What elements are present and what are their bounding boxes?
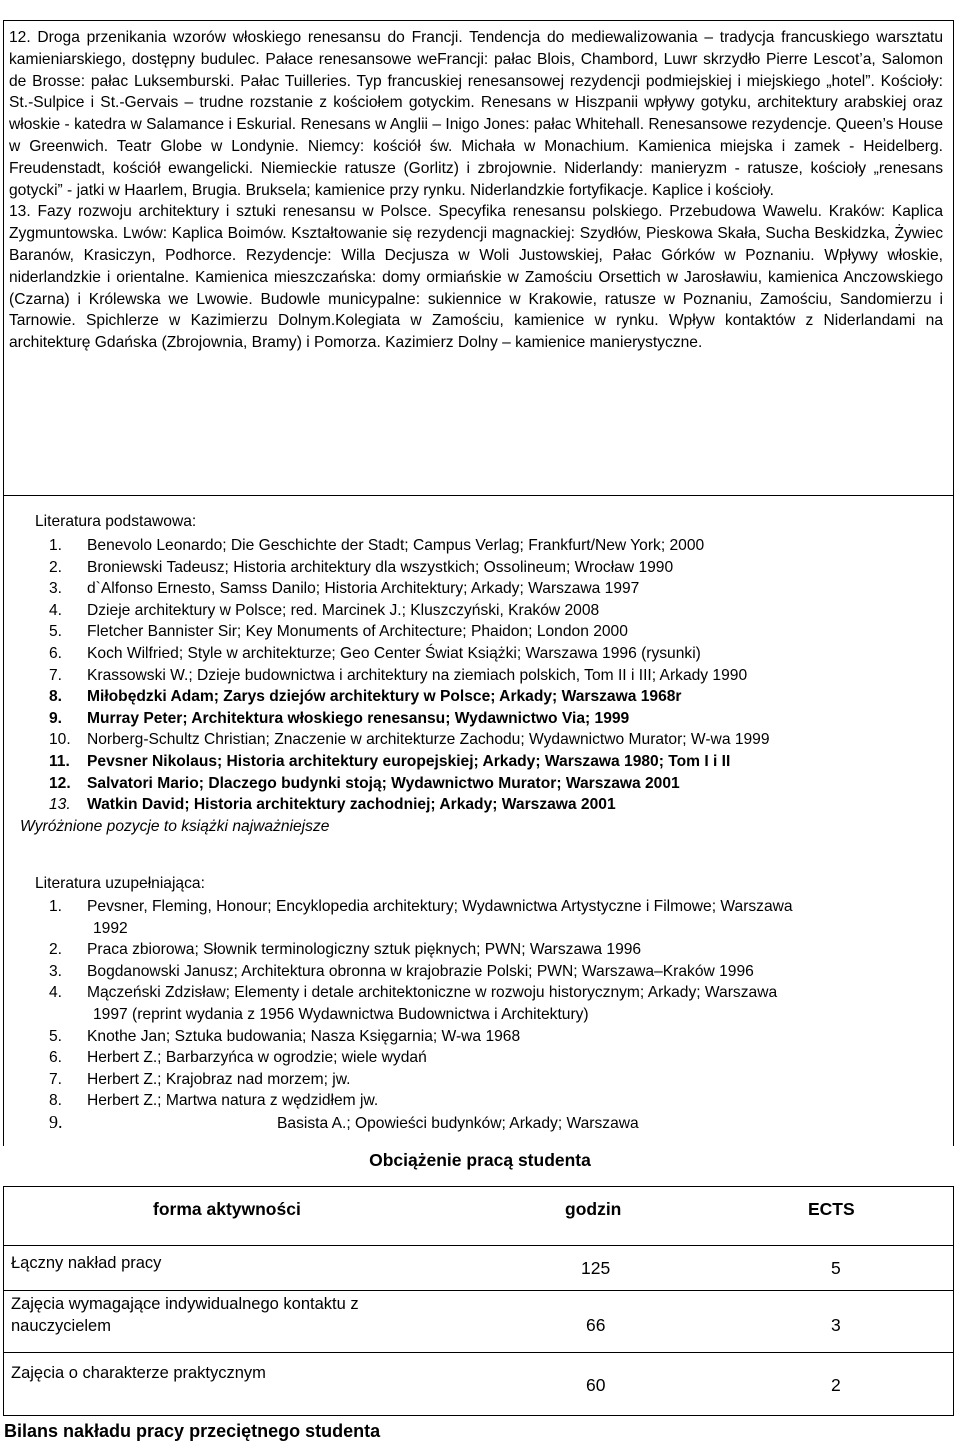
list-item-text: Miłobędzki Adam; Zarys dziejów architektury w Polsce; Arkady; Warszawa 1968r — [87, 688, 682, 706]
list-item — [0, 961, 950, 983]
list-item-text: d`Alfonso Ernesto, Samss Danilo; Historia Architektury; Arkady; Warszawa 1997 — [87, 580, 640, 598]
table-line — [3, 1245, 954, 1246]
row-hours: 125 — [581, 1258, 611, 1278]
list-item-number: 1. — [49, 898, 63, 915]
table-line — [3, 1290, 954, 1291]
list-item-text: Pevsner Nikolaus; Historia architektury europejskiej; Arkady; Warszawa 1980; Tom I i II — [87, 752, 731, 770]
row-label-cont: nauczycielem — [11, 1317, 111, 1335]
list-item-text: Watkin David; Historia architektury zachodniej; Arkady; Warszawa 2001 — [87, 796, 616, 814]
list-item-number: 11. — [49, 752, 70, 770]
table-line — [3, 1186, 954, 1187]
list-item-number: 2. — [49, 941, 63, 959]
list-item-number: 13. — [49, 796, 71, 814]
list-item-text: Herbert Z.; Barbarzyńca w ogrodzie; wiele wydań — [87, 1049, 427, 1067]
list-item — [0, 708, 940, 730]
list-item-text: Murray Peter; Architektura włoskiego renesansu; Wydawnictwo Via; 1999 — [87, 709, 630, 727]
list-item-text: Broniewski Tadeusz; Historia architektury dla wszystkich; Ossolineum; Wrocław 1990 — [87, 558, 674, 576]
list-item-number: 6. — [49, 644, 63, 662]
list-item-number: 5. — [49, 623, 63, 641]
lit-basic-note: Wyróżnione pozycje to książki najważniejsze — [20, 818, 330, 835]
workload-title: Obciążenie pracą studenta — [369, 1150, 591, 1170]
list-item-number: 12. — [49, 774, 71, 792]
list-item — [0, 1090, 950, 1112]
col-header-activity: forma aktywności — [153, 1199, 301, 1219]
list-item-text: Herbert Z.; Martwa natura z wędzidłem jw. — [87, 1092, 379, 1110]
list-item — [0, 794, 940, 816]
list-item — [0, 578, 940, 600]
list-item-number: 6. — [49, 1049, 63, 1067]
list-item — [0, 939, 950, 961]
list-item-number: 7. — [49, 666, 63, 684]
list-item-number: 8. — [49, 1092, 63, 1110]
list-item — [0, 1069, 950, 1091]
list-item-text: Norberg-Schultz Christian; Znaczenie w architekturze Zachodu; Wydawnictwo Murator; W-wa 1999 — [87, 731, 770, 749]
list-item-number: 3. — [49, 962, 63, 980]
row-label: Zajęcia o charakterze praktycznym — [11, 1364, 266, 1382]
list-item-number: 4. — [49, 601, 63, 619]
list-item-number: 7. — [49, 1070, 63, 1088]
list-item-text: Koch Wilfried; Style w architekturze; Geo Center Świat Książki; Warszawa 1996 (rysunki) — [87, 644, 701, 662]
list-item — [0, 686, 940, 708]
list-item — [0, 982, 950, 1025]
list-item — [0, 1026, 950, 1048]
row-label: Łączny nakład pracy — [11, 1254, 162, 1272]
list-item — [0, 773, 940, 795]
col-header-ects: ECTS — [808, 1199, 855, 1219]
list-item-text: Praca zbiorowa; Słownik terminologiczny sztuk pięknych; PWN; Warszawa 1996 — [87, 941, 642, 959]
list-item — [0, 1047, 950, 1069]
list-item-text: Dzieje architektury w Polsce; red. Marcinek J.; Kluszczyński, Kraków 2008 — [87, 601, 600, 619]
list-item-number: 3. — [49, 580, 63, 598]
row-ects: 5 — [831, 1258, 841, 1278]
list-item-text: Knothe Jan; Sztuka budowania; Nasza Księgarnia; W-wa 1968 — [87, 1027, 521, 1045]
list-item-number: 5. — [49, 1027, 63, 1045]
lit-basic-title: Literatura podstawowa: — [35, 513, 197, 530]
list-item — [0, 600, 940, 622]
list-item — [0, 665, 940, 687]
list-item-text: Basista A.; Opowieści budynków; Arkady; Warszawa — [277, 1114, 639, 1132]
list-item-number: 2. — [49, 558, 63, 576]
topic-13: 13. Fazy rozwoju architektury i sztuki renesansu w Polsce. Specyfika renesansu polskiego. Przebudowa Wawelu. Kraków: Kaplica Zygmuntowska. Lwów: Kaplica Boimów. Kształtowanie się rezydencji magnackiej: Szydłów, Pieskowa Skała, Sucha Beskidzka, Żywiec Baranów, Krasiczyn, Podhorce. Rezydencje: Willa Decjusza w Woli Justowskiej, Pałac Górków w Poznaniu. Wpływy włoskie, niderlandzkie i orientalne. Kamienica mieszczańska: domy ormiańskie w Zamościu Orsettich w Jarosławiu, kamienica Anczowskiego (Czarna) i Królewska we Lwowie. Budowle municypalne: sukiennice w Krakowie, ratusze w Poznaniu, Zamościu, Sandomierzu i Tarnowie. Spichlerze w Kazimierzu Dolnym.Kolegiata w Zamościu, kamienice w rynku. Wpływ kontaktów z Niderlandami na architekturę Gdańska (Zbrojownia, Bramy) i Pomorza. Kazimierz Dolny – kamienice manierystyczne. — [9, 203, 943, 352]
list-item — [0, 751, 940, 773]
table-line — [3, 1352, 954, 1353]
list-item — [0, 896, 950, 939]
table-line — [3, 1415, 954, 1416]
list-item-text: Bogdanowski Janusz; Architektura obronna w krajobrazie Polski; PWN; Warszawa–Kraków 1996 — [87, 962, 754, 980]
row-ects: 2 — [831, 1375, 841, 1395]
row-hours: 66 — [586, 1315, 606, 1335]
row-ects: 3 — [831, 1315, 841, 1335]
row-label: Zajęcia wymagające indywidualnego kontaktu z — [11, 1295, 359, 1313]
list-item-text: Herbert Z.; Krajobraz nad morzem; jw. — [87, 1070, 351, 1088]
list-item — [0, 557, 940, 579]
list-item — [0, 621, 940, 643]
list-item-text: Salvatori Mario; Dlaczego budynki stoją; Wydawnictwo Murator; Warszawa 2001 — [87, 774, 680, 792]
list-item-number: 9. — [49, 709, 63, 727]
list-item-number: 8. — [49, 688, 63, 706]
list-item-number: 4. — [49, 984, 63, 1002]
list-item — [0, 1112, 950, 1135]
list-item-text: Benevolo Leonardo; Die Geschichte der Stadt; Campus Verlag; Frankfurt/New York; 2000 — [87, 537, 705, 554]
list-item — [0, 643, 940, 665]
list-item-text: Mączeński Zdzisław; Elementy i detale architektoniczne w rozwoju historycznym; Arkady; Warszawa — [87, 984, 778, 1002]
topics-text — [9, 27, 943, 354]
list-item-number: 10. — [49, 731, 71, 749]
list-item-text: Fletcher Bannister Sir; Key Monuments of Architecture; Phaidon; London 2000 — [87, 623, 628, 641]
list-item-text: Krassowski W.; Dzieje budownictwa i architektury na ziemiach polskich, Tom II i III; Arkady 1990 — [87, 666, 748, 684]
lit-extra-title: Literatura uzupełniająca: — [35, 875, 205, 892]
topic-12: 12. Droga przenikania wzorów włoskiego renesansu do Francji. Tendencja do mediewalizowania – tradycja francuskiego warsztatu kamieniarskiego, dostępny budulec. Pałace renesansowe weFrancji: pałac Blois, Chambord, Luwr skrzydło Pierre Lescot’a, Salomon de Brosse: pałac Luksemburski. Pałac Tuilleries. Typ francuskiej renesansowej rezydencji podmiejskiej i miejskiego „hotel”. Kościoły: St.-Sulpice i St.-Gervais – trudne rozstanie z kościołem gotyckim. Renesans w Hiszpanii wpływy gotyku, architektury arabskiej oraz włoskie - katedra w Salamance i Eskurial. Renesans w Anglii – Inigo Jones: pałac Whitehall. Renesansowe rezydencje. Queen’s House w Greenwich. Teatr Globe w Londynie. Niemcy: kościół św. Michała w Monachium. Kamienica miejska i zamek - Heidelberg. Freudenstadt, kościół ewangelicki. Niemieckie ratusze (Gorlitz) i zbrojownie. Niderlandy: manieryzm - ratusze, kościoły „renesans gotycki” - jatki w Haarlem, Brugia. Bruksela; kamienice przy rynku. Niderlandzkie fortyfikacje. Kaplice i kościoły. — [9, 29, 943, 199]
workload-balance-heading: Bilans nakładu pracy przeciętnego studenta — [4, 1421, 381, 1441]
list-item-text-cont: 1992 — [93, 919, 128, 937]
list-item-number: 1. — [49, 537, 63, 554]
col-header-hours: godzin — [565, 1199, 622, 1219]
lit-basic-list — [0, 535, 940, 816]
list-item — [0, 535, 940, 557]
list-item-text-cont: 1997 (reprint wydania z 1956 Wydawnictwa Budownictwa i Architektury) — [93, 1005, 589, 1023]
list-item-text: Pevsner, Fleming, Honour; Encyklopedia architektury; Wydawnictwa Artystyczne i Filmowe; Warszawa — [87, 898, 793, 915]
lit-extra-list — [0, 896, 950, 1135]
row-hours: 60 — [586, 1375, 606, 1395]
list-item — [0, 729, 940, 751]
list-item-number: 9. — [49, 1111, 63, 1132]
